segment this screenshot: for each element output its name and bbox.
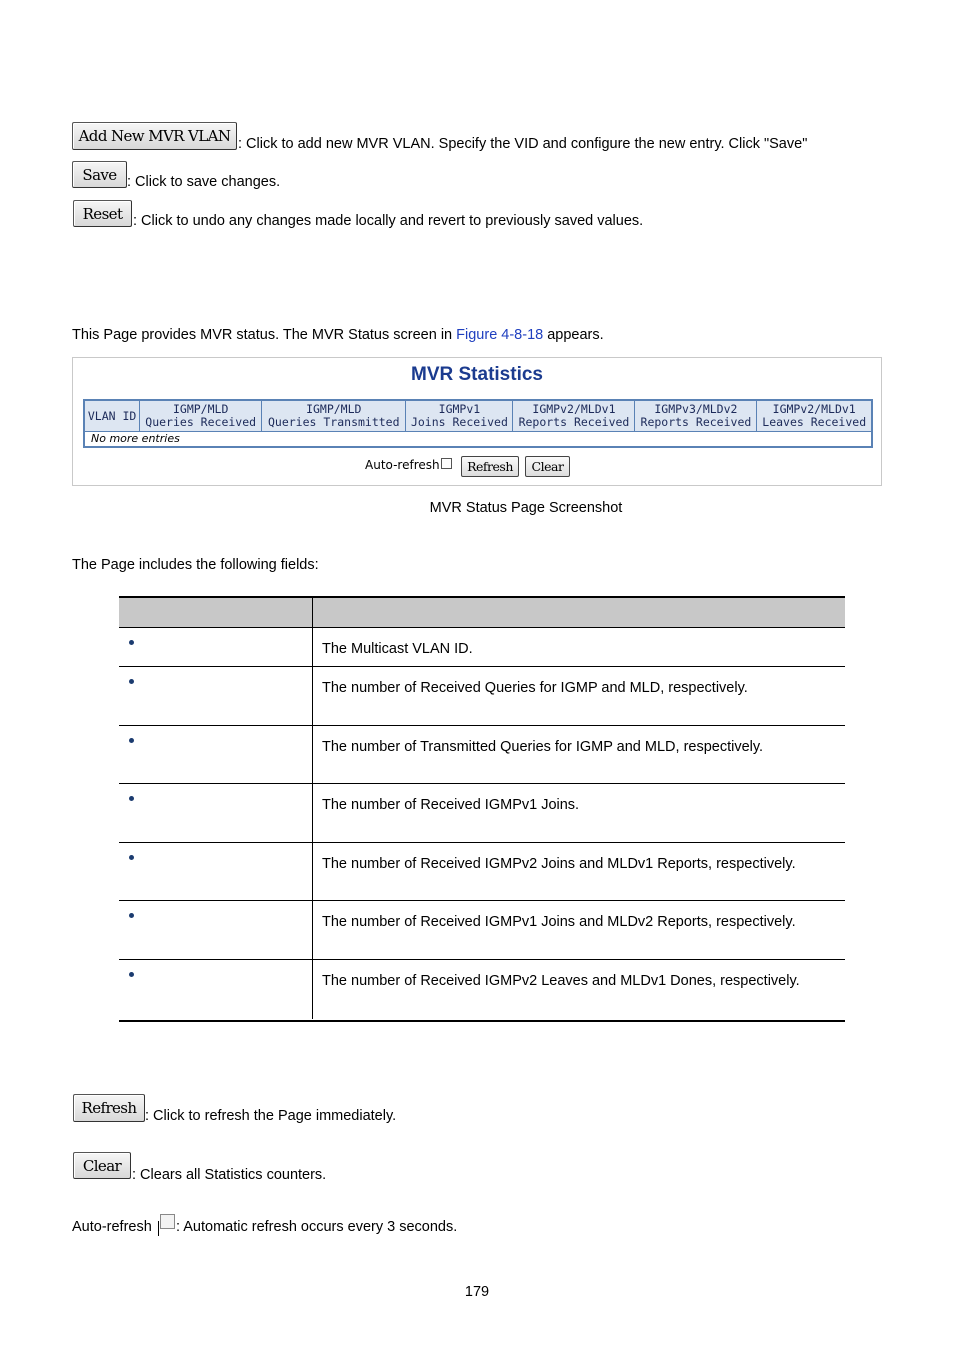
- bullet-icon: [129, 679, 134, 684]
- no-entries-text: No more entries: [91, 432, 180, 445]
- auto-refresh-tick: [158, 1221, 159, 1236]
- column-header-line: Leaves Received: [762, 415, 867, 429]
- fields-intro: The Page includes the following fields:: [72, 557, 319, 573]
- field-name-cell: [119, 667, 313, 725]
- intro-after: appears.: [543, 327, 604, 343]
- column-header: [262, 400, 406, 432]
- table-row: [119, 960, 845, 1019]
- column-header-line: IGMP/MLD: [172, 402, 229, 416]
- column-header: [635, 400, 757, 432]
- table-row: [119, 843, 845, 901]
- column-header-line: IGMPv2/MLDv1: [772, 402, 856, 416]
- auto-refresh-checkbox[interactable]: [441, 458, 452, 469]
- field-name-cell: [119, 628, 313, 666]
- figure-link[interactable]: Figure 4-8-18: [456, 327, 544, 343]
- bullet-icon: [129, 796, 134, 801]
- field-name-cell: [119, 784, 313, 842]
- column-header: [406, 400, 513, 432]
- page-number: 179: [464, 1284, 490, 1300]
- add-new-mvr-vlan-desc: : Click to add new MVR VLAN. Specify the VID and configure the new entry. Click "Save": [238, 136, 808, 152]
- bullet-icon: [129, 855, 134, 860]
- table-header-row: [84, 400, 872, 432]
- bullet-icon: [129, 640, 134, 645]
- column-header: [757, 400, 872, 432]
- field-description: The Multicast VLAN ID.: [322, 641, 473, 657]
- field-description: The number of Transmitted Queries for IGMP and MLD, respectively.: [322, 739, 764, 755]
- field-name-cell: [119, 901, 313, 959]
- field-name-cell: [119, 843, 313, 900]
- add-new-mvr-vlan-button[interactable]: Add New MVR VLAN: [72, 122, 237, 150]
- refresh-desc: : Click to refresh the Page immediately.: [145, 1108, 397, 1124]
- column-header-line: IGMPv1: [438, 402, 481, 416]
- intro-text: [72, 327, 604, 343]
- auto-refresh-checkbox-bottom[interactable]: [160, 1214, 175, 1229]
- field-description: The number of Received IGMPv1 Joins and MLDv2 Reports, respectively.: [322, 914, 796, 930]
- intro-before: This Page provides MVR status. The MVR Status screen in: [72, 327, 457, 343]
- refresh-button[interactable]: Refresh: [461, 456, 519, 477]
- header-divider: [312, 598, 313, 627]
- column-header-line: IGMPv2/MLDv1: [532, 402, 616, 416]
- save-desc: : Click to save changes.: [127, 174, 281, 190]
- column-header-line: Reports Received: [518, 415, 630, 429]
- table-row: [119, 726, 845, 784]
- column-header-line: Queries Transmitted: [267, 415, 400, 429]
- reset-button[interactable]: Reset: [73, 200, 132, 227]
- table-row: [119, 667, 845, 726]
- column-header-line: IGMPv3/MLDv2: [654, 402, 738, 416]
- fields-table-bottom-border: [119, 1020, 845, 1022]
- column-header: [84, 400, 140, 432]
- figure-caption: MVR Status Page Screenshot: [429, 500, 623, 516]
- refresh-button-bottom[interactable]: Refresh: [73, 1094, 145, 1122]
- auto-refresh-label: Auto-refresh: [365, 458, 440, 472]
- column-header-line: IGMP/MLD: [306, 402, 362, 416]
- field-name-cell: [119, 726, 313, 783]
- auto-refresh-bottom-label: Auto-refresh: [72, 1219, 152, 1235]
- clear-button[interactable]: Clear: [525, 456, 570, 477]
- column-header-line: VLAN ID: [87, 408, 137, 423]
- clear-button-bottom[interactable]: Clear: [73, 1152, 131, 1179]
- auto-refresh-desc: : Automatic refresh occurs every 3 seconds.: [176, 1219, 458, 1235]
- table-row: [119, 784, 845, 843]
- bullet-icon: [129, 972, 134, 977]
- field-description: The number of Received IGMPv1 Joins.: [322, 797, 580, 813]
- bullet-icon: [129, 738, 134, 743]
- column-header-line: Joins Received: [410, 415, 508, 429]
- column-header-line: Queries Received: [145, 415, 257, 429]
- field-description: The number of Received IGMPv2 Leaves and MLDv1 Dones, respectively.: [322, 973, 800, 989]
- mvr-statistics-panel: [72, 357, 882, 486]
- field-description: The number of Received Queries for IGMP and MLD, respectively.: [322, 680, 748, 696]
- field-description: The number of Received IGMPv2 Joins and MLDv1 Reports, respectively.: [322, 856, 796, 872]
- table-row: [119, 628, 845, 667]
- clear-desc: : Clears all Statistics counters.: [132, 1167, 327, 1183]
- table-row: [84, 432, 872, 448]
- column-header: [140, 400, 262, 432]
- field-name-cell: [119, 960, 313, 1019]
- fields-table-header: [119, 598, 845, 628]
- column-header: [513, 400, 635, 432]
- reset-desc: : Click to undo any changes made locally and revert to previously saved values.: [133, 213, 644, 229]
- column-header-line: Reports Received: [640, 415, 752, 429]
- table-row: [119, 901, 845, 960]
- panel-title: MVR Statistics: [411, 364, 543, 385]
- save-button[interactable]: Save: [72, 161, 127, 188]
- mvr-statistics-table: [83, 399, 873, 448]
- bullet-icon: [129, 913, 134, 918]
